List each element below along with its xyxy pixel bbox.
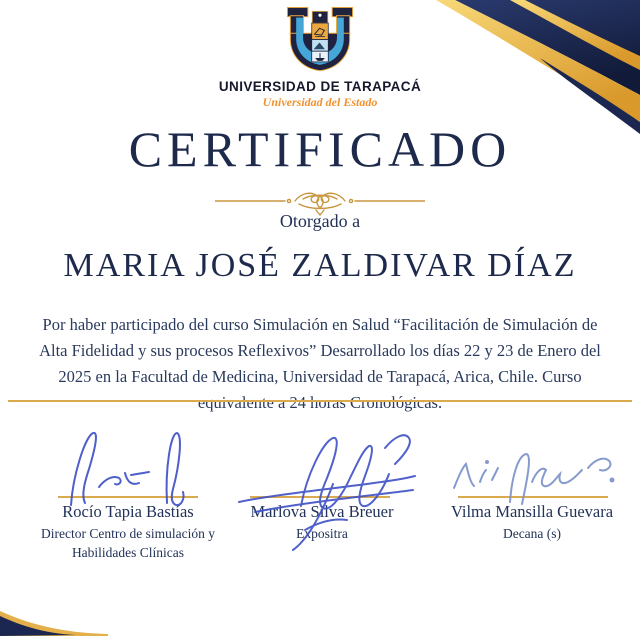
- corner-wedge-bottom-left-icon: [0, 605, 115, 637]
- recipient-name: MARIA JOSÉ ZALDIVAR DÍAZ: [63, 247, 577, 284]
- signatory-block-1: [28, 502, 228, 562]
- signature-ink-3-icon: [448, 452, 616, 510]
- corner-ribbon-top-right-icon: [430, 0, 640, 150]
- university-name: UNIVERSIDAD DE TARAPACÁ: [218, 79, 422, 94]
- signature-ink-1-icon: [55, 423, 205, 511]
- signatory-title-3: Decana (s): [502, 526, 562, 541]
- signatory-name-3: Vilma Mansilla Guevara: [450, 502, 614, 521]
- university-crest-icon: [286, 6, 354, 76]
- signatory-title-2: Expositra: [296, 526, 348, 541]
- certificate-body: Por haber participado del curso Simulación en Salud “Facilitación de Simulación de Alta Fidelidad y sus procesos Reflexivos” Desarrollado los días 22 y 23 de Enero del 2025 en la Facultad de Medicina, Universidad de Tarapacá, Arica, Chile. Curso equivalente a 24 horas Cronológicas.: [39, 315, 601, 412]
- university-tagline: Universidad del Estado: [262, 95, 378, 109]
- signatory-title-1: Director Centro de simulación y Habilidades Clínicas: [41, 526, 215, 560]
- divider-line: [8, 400, 632, 402]
- signature-ink-2-icon: [235, 428, 420, 554]
- awarded-label: Otorgado a: [279, 211, 361, 231]
- signatory-name-1: Rocío Tapia Bastías: [62, 502, 194, 521]
- certificate-title: CERTIFICADO: [128, 121, 512, 177]
- signatory-name-2: Marlova Silva Breuer: [250, 502, 394, 521]
